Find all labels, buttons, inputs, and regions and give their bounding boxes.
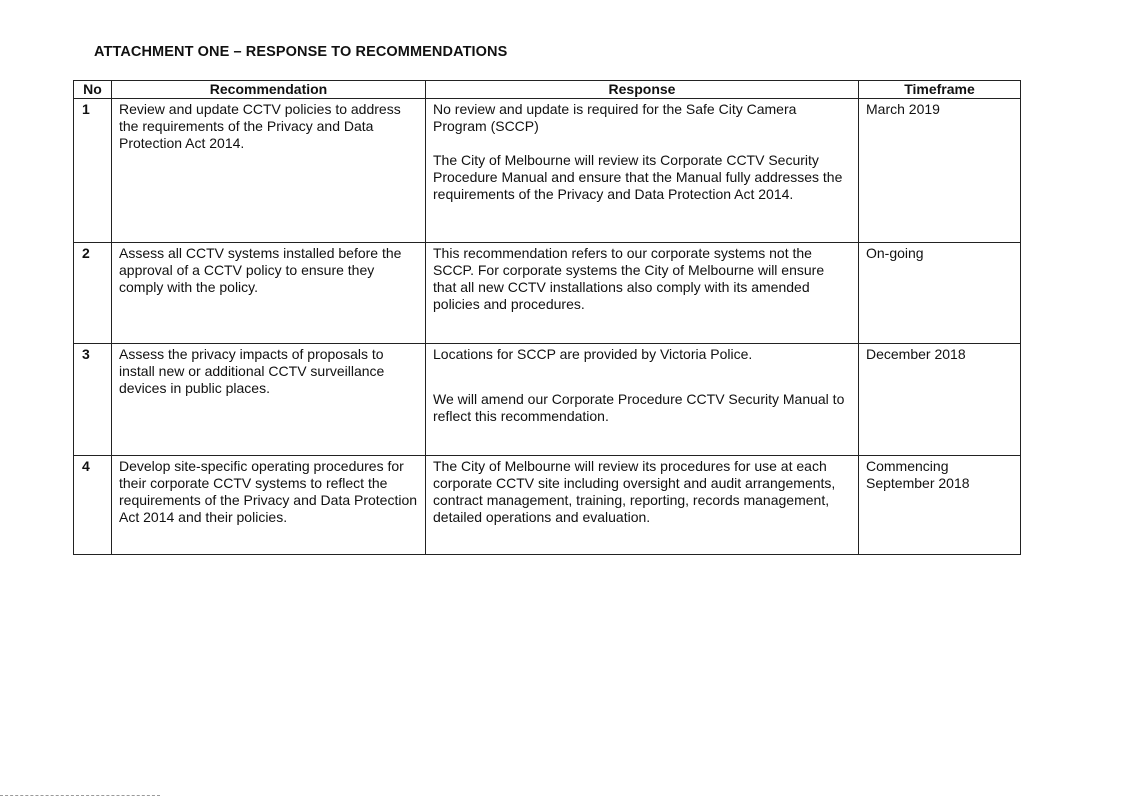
table-row <box>74 99 1021 243</box>
row-number: 2 <box>74 243 112 344</box>
page-title: ATTACHMENT ONE – RESPONSE TO RECOMMENDATIONS <box>94 44 508 60</box>
recommendation-cell: Assess the privacy impacts of proposals to install new or additional CCTV surveillance devices in public places. <box>112 344 426 456</box>
table-header-row <box>74 81 1021 99</box>
response-cell <box>426 344 859 456</box>
recommendation-cell: Assess all CCTV systems installed before the approval of a CCTV policy to ensure they comply with the policy. <box>112 243 426 344</box>
header-timeframe: Timeframe <box>859 81 1021 99</box>
table-row <box>74 344 1021 456</box>
response-cell <box>426 456 859 555</box>
recommendations-table <box>73 80 1021 555</box>
response-paragraph: Locations for SCCP are provided by Victoria Police. <box>433 346 753 362</box>
header-no: No <box>74 81 112 99</box>
table-row <box>74 456 1021 555</box>
timeframe-cell: Commencing September 2018 <box>859 456 1021 555</box>
footer-divider <box>0 795 160 796</box>
table-row <box>74 243 1021 344</box>
response-cell <box>426 99 859 243</box>
response-paragraph: We will amend our Corporate Procedure CCTV Security Manual to reflect this recommendation. <box>433 391 845 424</box>
row-number: 3 <box>74 344 112 456</box>
response-cell <box>426 243 859 344</box>
response-paragraph: The City of Melbourne will review its Corporate CCTV Security Procedure Manual and ensure that the Manual fully addresses the requirements of the Privacy and Data Protection Act 2014. <box>433 152 843 202</box>
recommendation-cell: Review and update CCTV policies to address the requirements of the Privacy and Data Protection Act 2014. <box>112 99 426 243</box>
recommendation-cell: Develop site-specific operating procedures for their corporate CCTV systems to reflect the requirements of the Privacy and Data Protection Act 2014 and their policies. <box>112 456 426 555</box>
timeframe-cell: On-going <box>859 243 1021 344</box>
response-paragraph: This recommendation refers to our corporate systems not the SCCP. For corporate systems the City of Melbourne will ensure that all new CCTV installations also comply with its amended policies and procedures. <box>433 245 825 312</box>
timeframe-cell: December 2018 <box>859 344 1021 456</box>
row-number: 1 <box>74 99 112 243</box>
row-number: 4 <box>74 456 112 555</box>
timeframe-cell: March 2019 <box>859 99 1021 243</box>
header-response: Response <box>426 81 859 99</box>
response-paragraph: No review and update is required for the Safe City Camera Program (SCCP) <box>433 101 797 134</box>
response-paragraph: The City of Melbourne will review its procedures for use at each corporate CCTV site including oversight and audit arrangements, contract management, training, reporting, records management, detailed operations and evaluation. <box>433 458 836 525</box>
header-recommendation: Recommendation <box>112 81 426 99</box>
